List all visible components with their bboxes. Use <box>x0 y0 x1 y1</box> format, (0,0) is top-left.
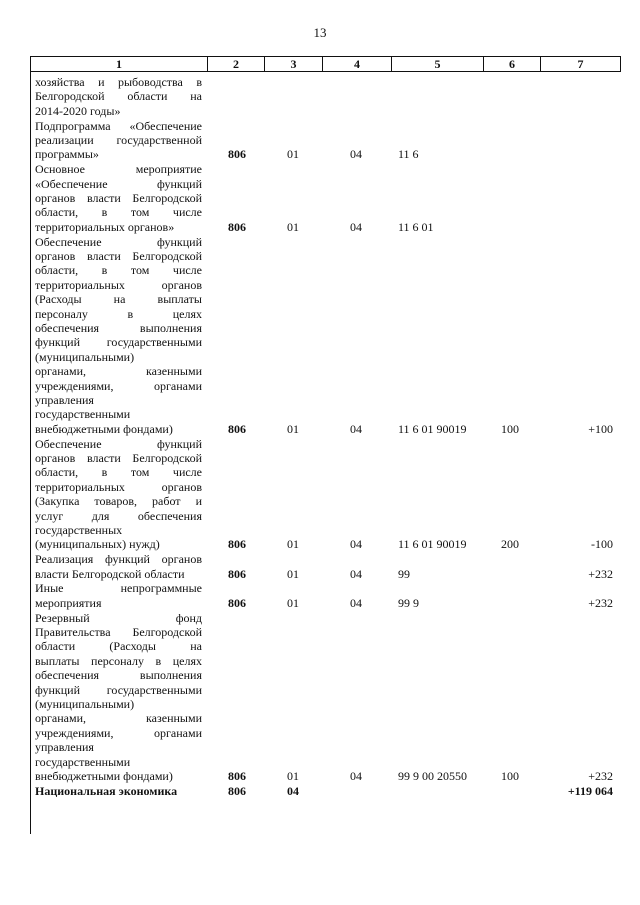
description-line: области, в том числе <box>35 263 202 278</box>
description-line: области, в том числе <box>35 205 202 220</box>
cell-col-2: 806 <box>228 219 246 234</box>
description-line: Национальная экономика <box>35 783 178 798</box>
description-line: области, в том числе <box>35 465 202 480</box>
cell-col-3: 01 <box>287 566 299 581</box>
cell-col-7: +232 <box>588 595 613 610</box>
description-line: области (Расходы на <box>35 639 202 654</box>
cell-col-3: 01 <box>287 147 299 162</box>
description-line: внебюджетными фондами) <box>35 769 173 784</box>
table-row <box>0 235 640 437</box>
cell-col-3: 01 <box>287 537 299 552</box>
description-line: персоналу в целях <box>35 306 202 321</box>
column-header-6: 6 <box>483 57 540 71</box>
description-line: органов власти Белгородской <box>35 191 202 205</box>
description-line: функций государственными <box>35 335 202 350</box>
cell-col-2: 806 <box>228 595 246 610</box>
table-row <box>0 611 640 784</box>
cell-col-2: 806 <box>228 768 246 783</box>
table-row <box>0 581 640 610</box>
column-header-5: 5 <box>391 57 483 71</box>
table-row <box>0 162 640 234</box>
cell-col-5: 11 6 01 90019 <box>398 421 467 436</box>
cell-col-3: 01 <box>287 595 299 610</box>
description-line: услуг для обеспечения <box>35 508 202 523</box>
description-line: Обеспечение функций <box>35 436 202 451</box>
cell-col-3: 04 <box>287 783 299 798</box>
cell-col-6: 100 <box>501 421 519 436</box>
cell-col-4: 04 <box>350 566 362 581</box>
cell-col-2: 806 <box>228 537 246 552</box>
cell-col-5: 11 6 01 <box>398 219 434 234</box>
cell-col-6: 200 <box>501 537 519 552</box>
description-line: функций государственными <box>35 682 202 697</box>
cell-col-6: 100 <box>501 768 519 783</box>
description-line: власти Белгородской области <box>35 566 185 581</box>
cell-col-4: 04 <box>350 421 362 436</box>
cell-col-3: 01 <box>287 421 299 436</box>
column-header-1: 1 <box>116 57 122 71</box>
description-line: 2014-2020 годы» <box>35 103 121 118</box>
description-line: государственными <box>35 754 131 769</box>
description-line: управления <box>35 740 94 755</box>
description-line: государственными <box>35 407 131 422</box>
description-line: органов власти Белгородской <box>35 249 202 263</box>
description-line: Резервный фонд <box>35 610 202 625</box>
table-row <box>0 437 640 552</box>
description-line: обеспечения выполнения <box>35 668 202 683</box>
table-header <box>30 56 621 72</box>
cell-col-5: 99 9 <box>398 595 419 610</box>
description-line: хозяйства и рыбоводства в <box>35 75 202 89</box>
cell-col-7: +232 <box>588 768 613 783</box>
row-description <box>35 119 202 162</box>
description-line: (Закупка товаров, работ и <box>35 494 202 509</box>
column-header-2: 2 <box>207 57 264 71</box>
description-line: территориальных органов <box>35 479 202 494</box>
page-number: 13 <box>313 25 327 40</box>
row-description <box>35 552 202 581</box>
cell-col-5: 11 6 <box>398 147 419 162</box>
description-line: Основное мероприятие <box>35 162 202 177</box>
cell-col-7: -100 <box>591 537 613 552</box>
cell-col-4: 04 <box>350 595 362 610</box>
cell-col-2: 806 <box>228 566 246 581</box>
table-row <box>0 75 640 118</box>
cell-col-2: 806 <box>228 421 246 436</box>
table-row <box>0 552 640 581</box>
row-description <box>35 611 202 784</box>
description-line: учреждениями, органами <box>35 725 202 740</box>
description-line: территориальных органов <box>35 277 202 292</box>
cell-col-4: 04 <box>350 147 362 162</box>
cell-col-3: 01 <box>287 219 299 234</box>
row-description <box>35 235 202 437</box>
description-line: управления <box>35 393 94 408</box>
cell-col-5: 99 9 00 20550 <box>398 768 467 783</box>
column-header-3: 3 <box>264 57 322 71</box>
cell-col-4: 04 <box>350 219 362 234</box>
description-line: государственных <box>35 523 123 538</box>
table-row <box>0 784 640 798</box>
row-description <box>35 581 202 610</box>
description-line: органами, казенными <box>35 711 202 726</box>
column-header-7: 7 <box>540 57 620 71</box>
table-row <box>0 119 640 162</box>
description-line: реализации государственной <box>35 133 202 147</box>
description-line: программы» <box>35 147 99 162</box>
description-line: мероприятия <box>35 595 102 610</box>
description-line: Реализация функций органов <box>35 552 202 567</box>
row-description <box>35 784 202 798</box>
description-line: Подпрограмма «Обеспечение <box>35 118 202 133</box>
row-description <box>35 162 202 234</box>
description-line: Правительства Белгородской <box>35 625 202 639</box>
description-line: обеспечения выполнения <box>35 321 202 336</box>
description-line: Иные непрограммные <box>35 581 202 596</box>
description-line: (муниципальными) <box>35 349 135 364</box>
description-line: учреждениями, органами <box>35 378 202 393</box>
cell-col-5: 11 6 01 90019 <box>398 537 467 552</box>
row-description <box>35 437 202 552</box>
cell-col-7: +100 <box>588 421 613 436</box>
description-line: органами, казенными <box>35 364 202 379</box>
column-header-4: 4 <box>322 57 391 71</box>
description-line: (муниципальными) <box>35 697 135 712</box>
description-line: органов власти Белгородской <box>35 451 202 465</box>
row-description <box>35 75 202 118</box>
description-line: Обеспечение функций <box>35 234 202 249</box>
cell-col-3: 01 <box>287 768 299 783</box>
cell-col-7: +119 064 <box>567 783 613 798</box>
description-line: (Расходы на выплаты <box>35 292 202 307</box>
description-line: выплаты персоналу в целях <box>35 653 202 668</box>
description-line: Белгородской области на <box>35 89 202 104</box>
description-line: «Обеспечение функций <box>35 176 202 191</box>
description-line: территориальных органов» <box>35 219 175 234</box>
cell-col-5: 99 <box>398 566 410 581</box>
description-line: (муниципальных) нужд) <box>35 537 160 552</box>
cell-col-2: 806 <box>228 147 246 162</box>
description-line: внебюджетными фондами) <box>35 421 173 436</box>
cell-col-7: +232 <box>588 566 613 581</box>
cell-col-4: 04 <box>350 768 362 783</box>
cell-col-2: 806 <box>228 783 246 798</box>
cell-col-4: 04 <box>350 537 362 552</box>
